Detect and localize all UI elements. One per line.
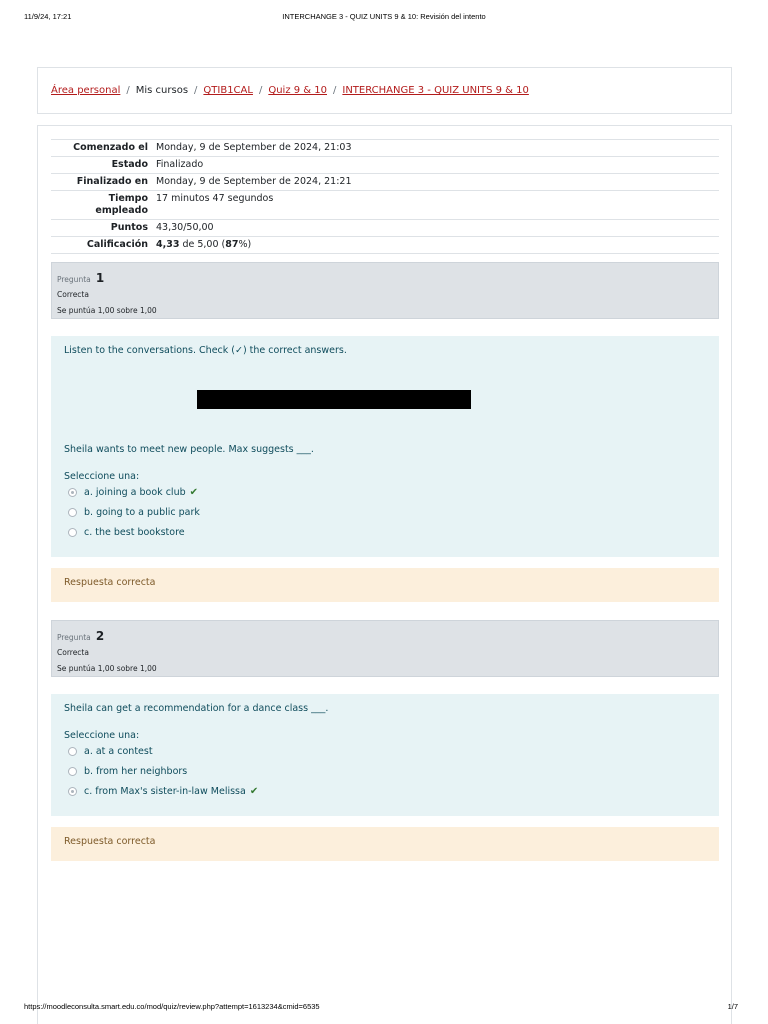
question-state: Correcta: [57, 290, 89, 299]
question-label: Pregunta: [57, 633, 91, 642]
breadcrumb-quiz-link[interactable]: INTERCHANGE 3 - QUIZ UNITS 9 & 10: [342, 85, 529, 96]
breadcrumb-separator: /: [126, 85, 130, 96]
breadcrumb-separator: /: [258, 85, 263, 96]
question-2-feedback: Respuesta correcta: [51, 827, 719, 861]
breadcrumb-separator: /: [194, 85, 198, 96]
summary-label: Comenzado el: [73, 142, 148, 153]
question-label: Pregunta: [57, 275, 91, 284]
radio-icon[interactable]: [68, 508, 77, 517]
audio-player[interactable]: [197, 390, 471, 409]
grade-value: 4,33: [156, 239, 180, 250]
summary-row-time: [51, 191, 719, 220]
summary-row-grade: [51, 237, 719, 254]
radio-icon[interactable]: [68, 787, 77, 796]
summary-value: 43,30/50,00: [156, 222, 214, 233]
question-prompt: Sheila wants to meet new people. Max suggests ___.: [64, 444, 314, 455]
answer-option-a[interactable]: [64, 482, 706, 502]
answer-option-b[interactable]: [64, 502, 706, 522]
answer-option-label: c. the best bookstore: [84, 526, 185, 538]
select-one-label: Seleccione una:: [64, 730, 140, 741]
radio-icon[interactable]: [68, 488, 77, 497]
attempt-summary-table: [51, 139, 719, 254]
print-title: INTERCHANGE 3 - QUIZ UNITS 9 & 10: Revisión del intento: [282, 12, 486, 21]
summary-label: Puntos: [110, 222, 148, 233]
select-one-label: Seleccione una:: [64, 471, 140, 482]
answer-option-label: a. at a contest: [84, 745, 153, 757]
radio-icon[interactable]: [68, 767, 77, 776]
print-url: https://moodleconsulta.smart.edu.co/mod/quiz/review.php?attempt=1613234&cmid=6535: [24, 1002, 320, 1011]
question-state: Correcta: [57, 648, 89, 657]
summary-row-finished: [51, 174, 719, 191]
answer-option-label: b. from her neighbors: [84, 765, 188, 777]
check-icon: ✔: [249, 785, 259, 797]
summary-row-state: [51, 157, 719, 174]
question-2-info: [51, 620, 719, 677]
summary-label-line: Tiempo: [108, 193, 148, 204]
grade-percent: 87: [225, 239, 239, 250]
grade-suffix: %): [238, 239, 252, 250]
answer-option-label: a. joining a book club: [84, 486, 186, 498]
answer-option-label: c. from Max's sister-in-law Melissa: [84, 785, 246, 797]
summary-value: Monday, 9 de September de 2024, 21:03: [156, 142, 352, 153]
question-grade: Se puntúa 1,00 sobre 1,00: [57, 306, 157, 315]
grade-max: de 5,00 (: [179, 239, 226, 250]
summary-value: [153, 237, 719, 254]
summary-value: Finalizado: [156, 159, 204, 170]
question-1-formulation: [51, 336, 719, 557]
answer-option-a[interactable]: [64, 741, 706, 761]
summary-row-points: [51, 220, 719, 237]
answer-option-label: b. going to a public park: [84, 506, 200, 518]
summary-value: 17 minutos 47 segundos: [156, 193, 274, 204]
question-number: 2: [95, 629, 105, 643]
question-prompt: Sheila can get a recommendation for a dance class ___.: [64, 703, 329, 714]
check-icon: ✔: [189, 486, 199, 498]
breadcrumb-home-link[interactable]: Área personal: [51, 85, 121, 96]
print-page-number: 1/7: [727, 1002, 738, 1011]
question-grade: Se puntúa 1,00 sobre 1,00: [57, 664, 157, 673]
print-date: 11/9/24, 17:21: [24, 12, 72, 21]
breadcrumb-course-link[interactable]: QTIB1CAL: [203, 85, 253, 96]
summary-label-line: empleado: [95, 205, 148, 216]
summary-label: Calificación: [86, 239, 148, 250]
question-instruction: Listen to the conversations. Check (✓) the correct answers.: [64, 345, 347, 356]
summary-label: Estado: [111, 159, 148, 170]
answer-option-b[interactable]: [64, 761, 706, 781]
question-1-info: [51, 262, 719, 319]
summary-label: [51, 191, 153, 220]
answer-option-c[interactable]: [64, 781, 706, 801]
question-2-formulation: [51, 694, 719, 816]
breadcrumb-section-link[interactable]: Quiz 9 & 10: [268, 85, 327, 96]
summary-value: Monday, 9 de September de 2024, 21:21: [156, 176, 352, 187]
breadcrumb-my-courses: Mis cursos: [135, 85, 189, 96]
breadcrumb-separator: /: [333, 85, 337, 96]
radio-icon[interactable]: [68, 528, 77, 537]
answer-option-c[interactable]: [64, 522, 706, 542]
breadcrumb: [37, 67, 732, 114]
question-number: 1: [95, 271, 105, 285]
radio-icon[interactable]: [68, 747, 77, 756]
summary-row-started: [51, 140, 719, 157]
question-1-feedback: Respuesta correcta: [51, 568, 719, 602]
summary-label: Finalizado en: [76, 176, 148, 187]
